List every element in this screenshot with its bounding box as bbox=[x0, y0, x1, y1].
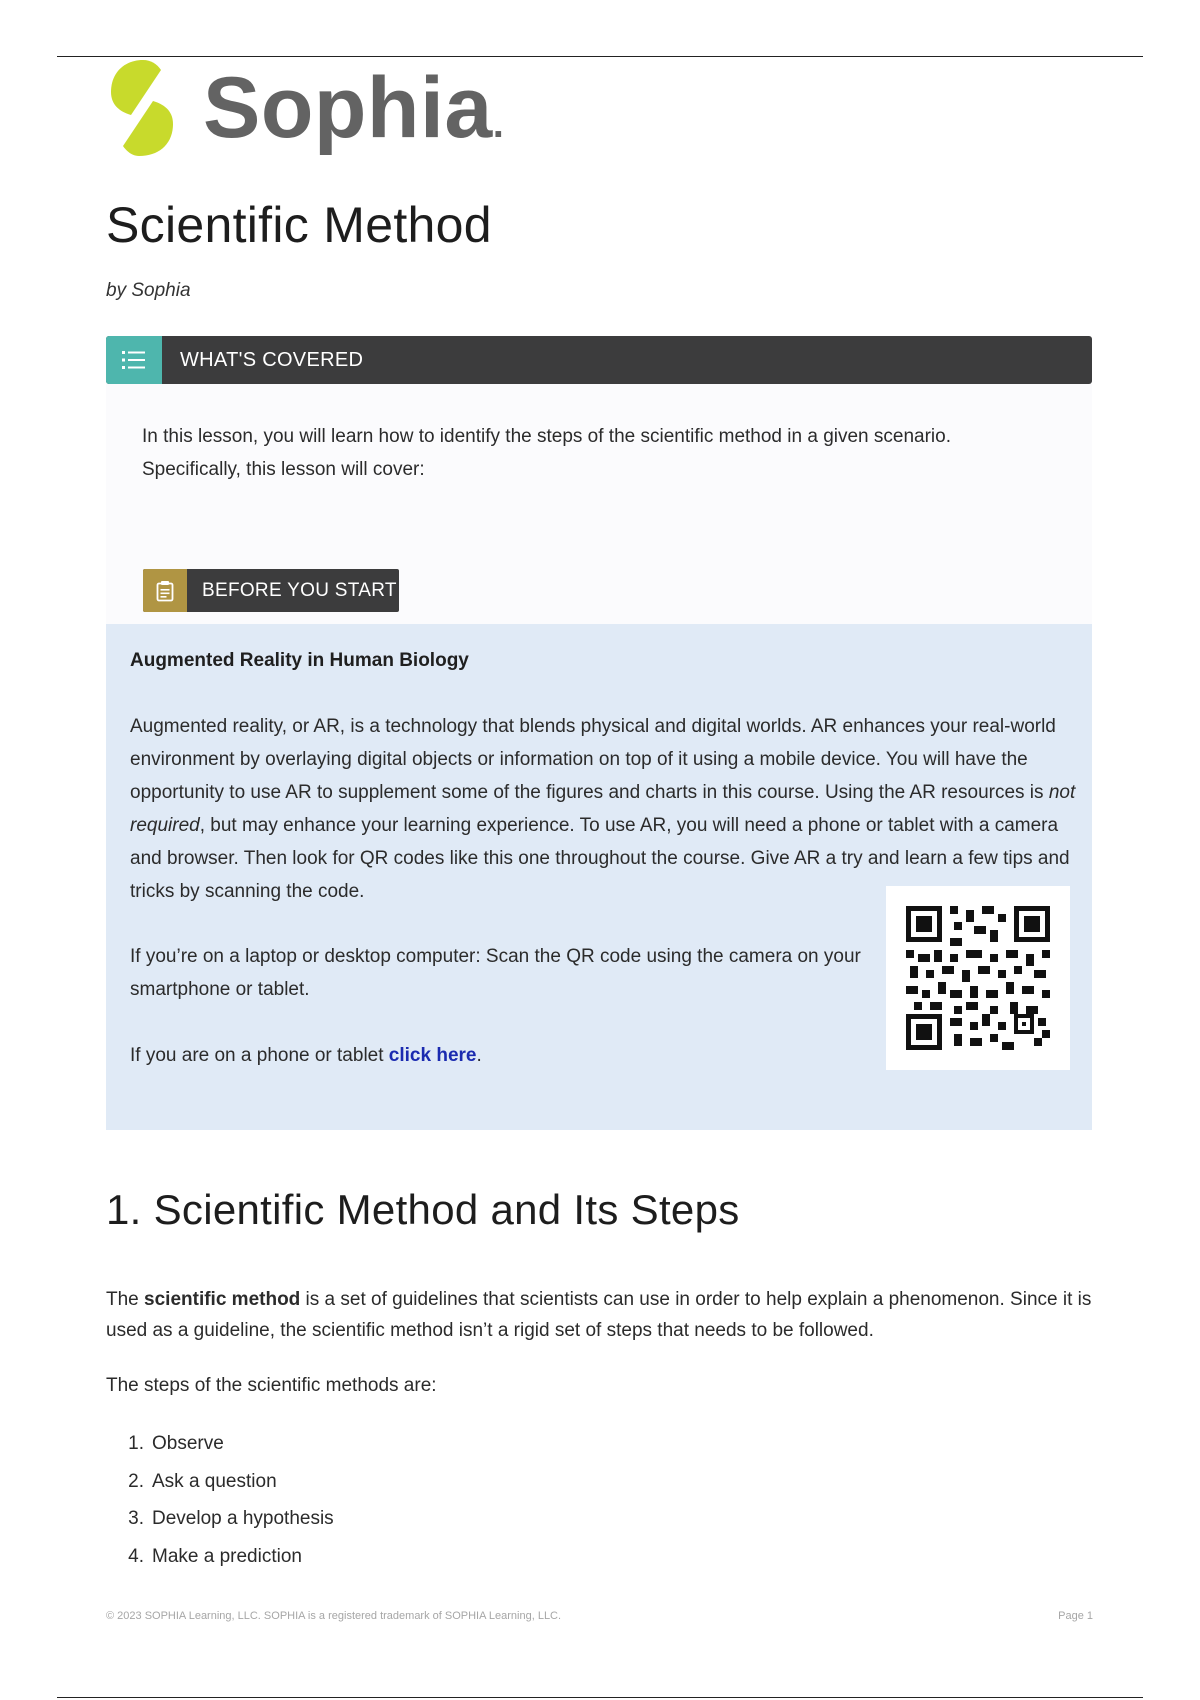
section-p1-text-a: The bbox=[106, 1289, 145, 1310]
sophia-wordmark bbox=[203, 60, 505, 156]
intro-line-2: Specifically, this lesson will cover: bbox=[142, 459, 425, 480]
list-item bbox=[106, 1500, 334, 1538]
click-here-link[interactable]: click here bbox=[388, 1045, 477, 1066]
before-you-start-header bbox=[143, 569, 399, 612]
qr-code-icon bbox=[906, 906, 1050, 1050]
intro-text bbox=[142, 420, 1042, 486]
clipboard-icon bbox=[143, 569, 187, 612]
list-item-text: Ask a question bbox=[152, 1470, 277, 1492]
whats-covered-label: WHAT'S COVERED bbox=[180, 348, 364, 371]
steps-list bbox=[106, 1425, 334, 1575]
section-p1-term: scientific method bbox=[144, 1289, 301, 1310]
ar-p1-text-b: , but may enhance your learning experience. To use AR, you will need a phone or tablet with a camera and browser. Then look for QR codes like this one throughout the course. Give AR a try and learn a few tips and tricks by scanning the code. bbox=[130, 815, 1070, 902]
list-item-text: Make a prediction bbox=[152, 1545, 302, 1567]
ar-p1-text-a: Augmented reality, or AR, is a technology that blends physical and digital worlds. AR enhances your real-world environment by overlaying digital objects or information on top of it using a mobile device. You will have the opportunity to use AR to supplement some of the figures and charts in this course. Using the AR resources is bbox=[130, 716, 1056, 803]
list-item-number: 2. bbox=[128, 1470, 144, 1492]
top-rule bbox=[57, 56, 1143, 57]
byline: by Sophia bbox=[106, 280, 191, 301]
list-item bbox=[106, 1463, 334, 1501]
list-item-text: Observe bbox=[152, 1433, 224, 1454]
footer-page-number: Page 1 bbox=[1058, 1610, 1093, 1622]
list-item bbox=[106, 1425, 334, 1463]
before-you-start-label: BEFORE YOU START bbox=[202, 579, 397, 601]
list-item-number: 1. bbox=[128, 1433, 144, 1454]
list-item bbox=[106, 1538, 334, 1576]
list-item-number: 4. bbox=[128, 1545, 144, 1567]
intro-line-1: In this lesson, you will learn how to identify the steps of the scientific method in a given scenario. bbox=[142, 426, 951, 447]
list-item-number: 3. bbox=[128, 1508, 144, 1529]
ar-paragraph-2: If you’re on a laptop or desktop computer: Scan the QR code using the camera on your smartphone or tablet. bbox=[130, 946, 861, 1000]
page-title: Scientific Method bbox=[106, 197, 492, 253]
brand-name: Sophia bbox=[203, 60, 493, 156]
list-item-text: Develop a hypothesis bbox=[152, 1508, 334, 1529]
bottom-rule bbox=[57, 1697, 1143, 1698]
ar-p3-text-b: . bbox=[476, 1045, 482, 1066]
section-paragraph-2: The steps of the scientific methods are: bbox=[106, 1375, 437, 1396]
footer-copyright: © 2023 SOPHIA Learning, LLC. SOPHIA is a registered trademark of SOPHIA Learning, LLC. bbox=[106, 1610, 562, 1622]
section-p1-text-b: is a set of guidelines that scientists can use in order to help explain a phenomenon. Since it is used as a guideline, the scientific method isn’t a rigid set of steps that needs to be followed. bbox=[106, 1289, 1092, 1341]
list-icon bbox=[106, 336, 162, 384]
sophia-logo-mark-icon bbox=[105, 58, 177, 158]
section-paragraph-1 bbox=[106, 1284, 1096, 1346]
qr-code-card bbox=[886, 886, 1070, 1070]
ar-paragraph-1 bbox=[130, 710, 1080, 908]
ar-heading: Augmented Reality in Human Biology bbox=[130, 650, 469, 671]
sophia-logo bbox=[105, 58, 504, 158]
whats-covered-header bbox=[106, 336, 1092, 384]
ar-p3-text-a: If you are on a phone or tablet bbox=[130, 1045, 389, 1066]
ar-p1-emphasis: not required bbox=[130, 782, 1076, 836]
brand-dot: . bbox=[492, 102, 505, 146]
section-heading: 1. Scientific Method and Its Steps bbox=[106, 1186, 740, 1233]
